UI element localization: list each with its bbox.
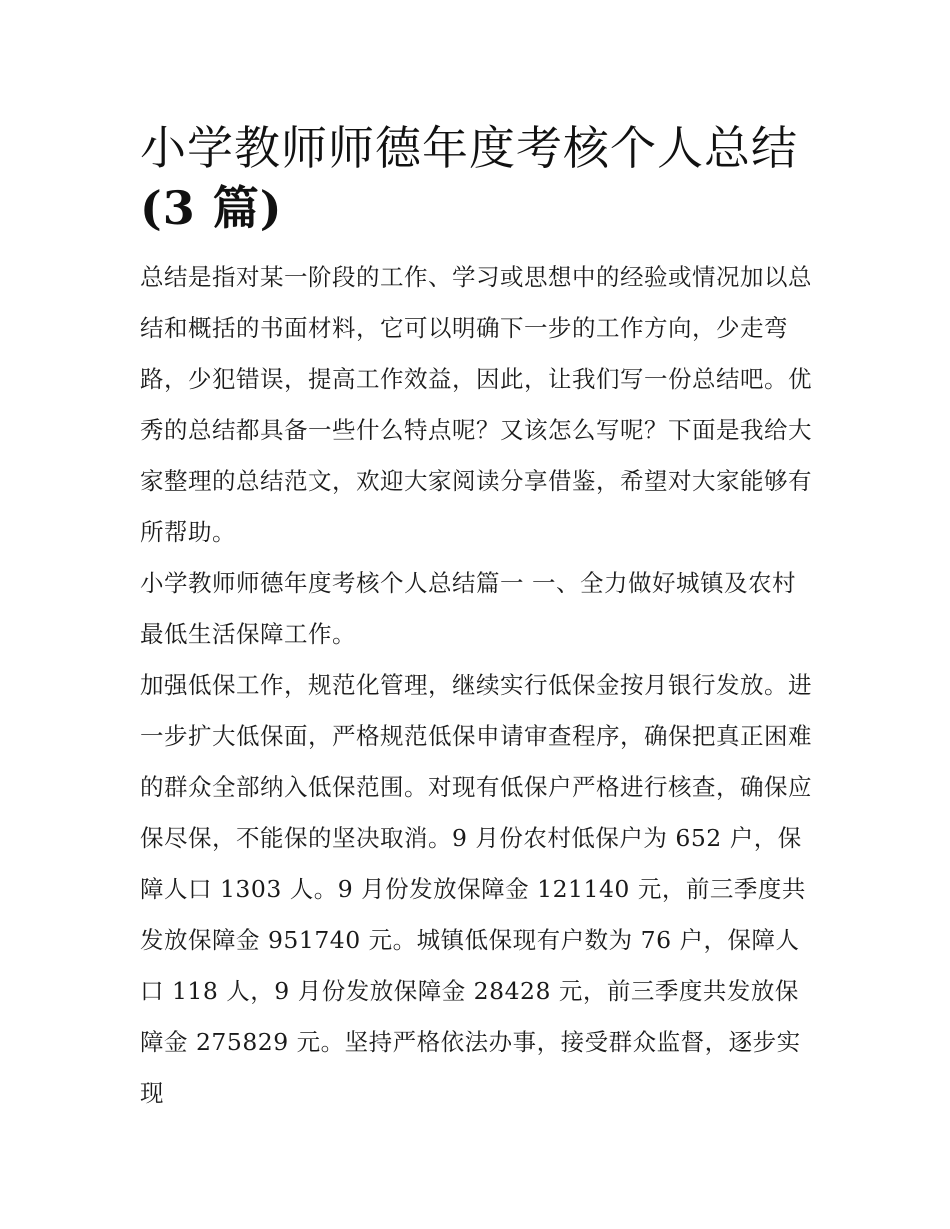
paragraph-body: 加强低保工作，规范化管理，继续实行低保金按月银行发放。进一步扩大低保面，严格规范低保申请审查程序，确保把真正困难的群众全部纳入低保范围。对现有低保户严格进行核查，确保应保尽保，不能保的坚决取消。9 月份农村低保户为 652 户，保障人口 1303 人。9 月份发放保障金 121140 元，前三季度共发放保障金 951740 元。城镇低保现有户数为 76 户，保障人口 118 人，9 月份发放保障金 28428 元，前三季度共发放保障金 275829 元。坚持严格依法办事，接受群众监督，逐步实现 [140, 671, 812, 1107]
document-title-main: 小学教师师德年度考核个人总结 [140, 121, 798, 175]
document-body [140, 252, 812, 1119]
paragraph-intro: 总结是指对某一阶段的工作、学习或思想中的经验或情况加以总结和概括的书面材料，它可以明确下一步的工作方向，少走弯路，少犯错误，提高工作效益，因此，让我们写一份总结吧。优秀的总结都具备一些什么特点呢？又该怎么写呢？下面是我给大家整理的总结范文，欢迎大家阅读分享借鉴，希望对大家能够有所帮助。 [140, 263, 812, 546]
paragraph-section-heading: 小学教师师德年度考核个人总结篇一 一、全力做好城镇及农村最低生活保障工作。 [140, 569, 796, 648]
document-title-suffix: (3 篇) [140, 181, 283, 235]
document-title [140, 118, 812, 238]
document-content [140, 118, 812, 1119]
